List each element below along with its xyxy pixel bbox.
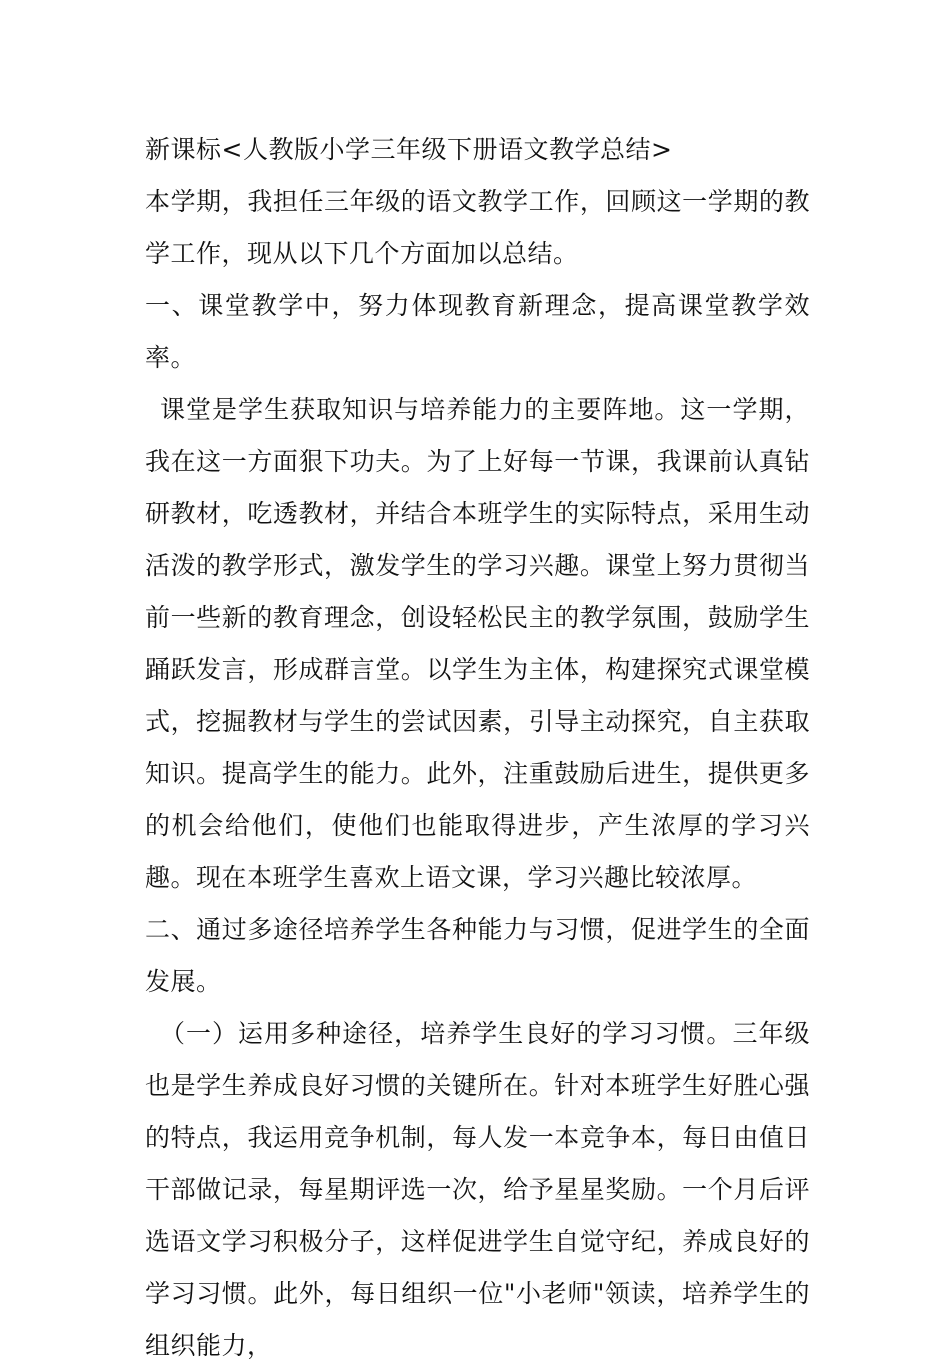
document-title: 新课标<人教版小学三年级下册语文教学总结>	[145, 135, 673, 164]
section-heading-2: 二、通过多途径培养学生各种能力与习惯，促进学生的全面发展。	[145, 915, 810, 996]
body-paragraph-2: （一）运用多种途径，培养学生良好的学习习惯。三年级也是学生养成良好习惯的关键所在。针对本班学生好胜心强的特点，我运用竞争机制，每人发一本竞争本，每日由值日干部做记录，每星期评选一次，给予星星奖励。一个月后评选语文学习积极分子，这样促进学生自觉守纪，养成良好的学习习惯。此外，每日组织一位"小老师"领读，培养学生的组织能力，	[145, 1019, 810, 1360]
document-page	[145, 124, 810, 1372]
intro-paragraph: 本学期，我担任三年级的语文教学工作，回顾这一学期的教学工作，现从以下几个方面加以总结。	[145, 187, 810, 268]
section-heading-1: 一、课堂教学中，努力体现教育新理念，提高课堂教学效率。	[145, 291, 810, 372]
body-paragraph-1: 课堂是学生获取知识与培养能力的主要阵地。这一学期，我在这一方面狠下功夫。为了上好每一节课，我课前认真钻研教材，吃透教材，并结合本班学生的实际特点，采用生动活泼的教学形式，激发学生的学习兴趣。课堂上努力贯彻当前一些新的教育理念，创设轻松民主的教学氛围，鼓励学生踊跃发言，形成群言堂。以学生为主体，构建探究式课堂模式，挖掘教材与学生的尝试因素，引导主动探究，自主获取知识。提高学生的能力。此外，注重鼓励后进生，提供更多的机会给他们，使他们也能取得进步，产生浓厚的学习兴趣。现在本班学生喜欢上语文课，学习兴趣比较浓厚。	[145, 395, 810, 892]
